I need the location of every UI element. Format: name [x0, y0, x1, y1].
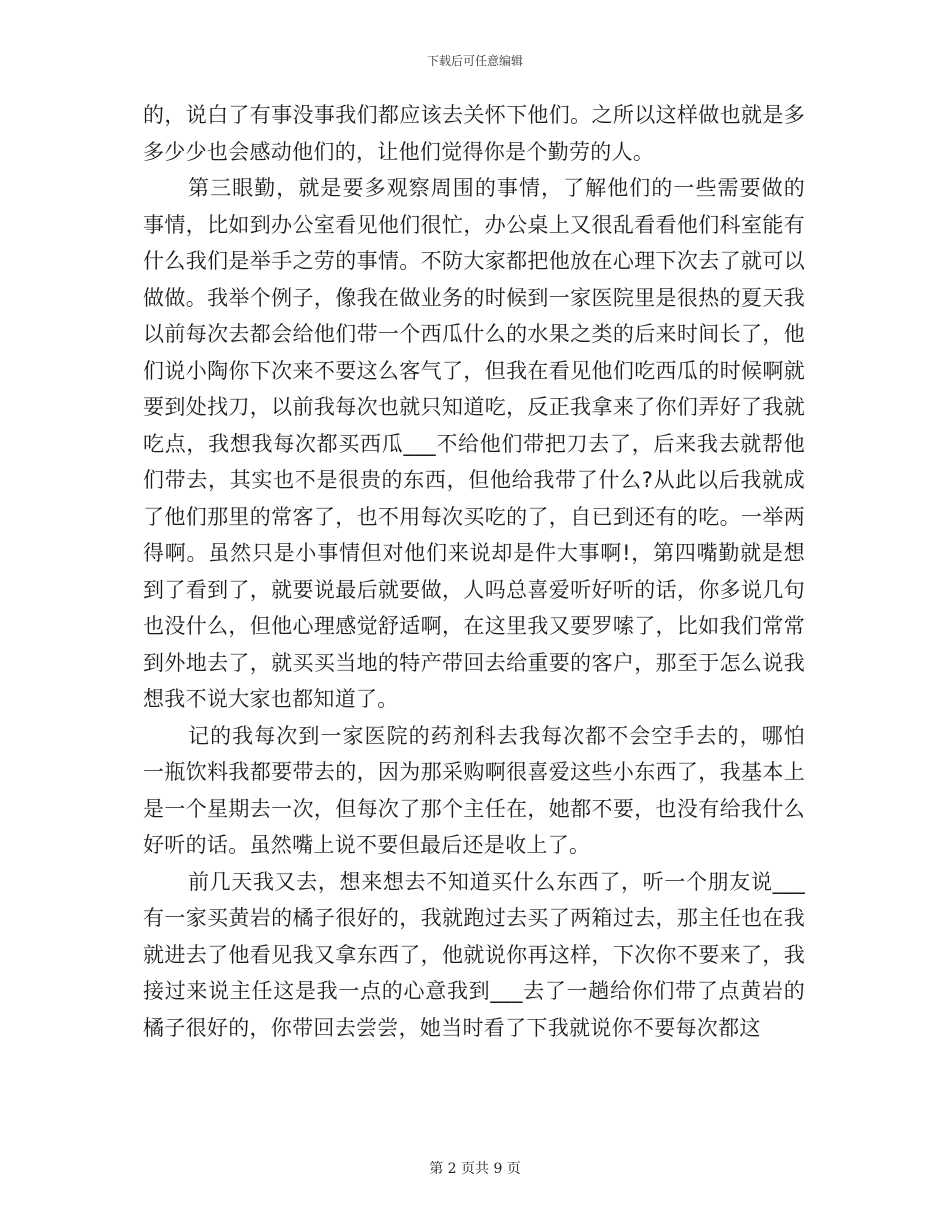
page-footer-number: 第 2 页共 9 页 [429, 1161, 521, 1177]
paragraph-1: 的，说白了有事没事我们都应该去关怀下他们。之所以这样做也就是多多少少也会感动他们的，让他们觉得你是个勤劳的人。 [143, 103, 805, 164]
paragraph-2: 第三眼勤，就是要多观察周围的事情，了解他们的一些需要做的事情，比如到办公室看见他们很忙，办公桌上又很乱看看他们科室能有什么我们是举手之劳的事情。不防大家都把他放在心理下次去了就可以做做。我举个例子，像我在做业务的时候到一家医院里是很热的夏天我以前每次去都会给他们带一个西瓜什么的水果之类的后来时间长了，他们说小陶你下次来不要这么客气了，但我在看见他们吃西瓜的时候啊就要到处找刀，以前我每次也就只知道吃，反正我拿来了你们弄好了我就吃点，我想我每次都买西瓜___不给他们带把刀去了，后来我去就帮他们带去，其实也不是很贵的东西，但他给我带了什么?从此以后我就成了他们那里的常客了，也不用每次买吃的了，自已到还有的吃。一举两得啊。虽然只是小事情但对他们来说却是件大事啊!，第四嘴勤就是想到了看到了，就要说最后就要做，人吗总喜爱听好听的话，你多说几句也没什么，但他心理感觉舒适啊，在这里我又要罗嗦了，比如我们常常到外地去了，就买买当地的特产带回去给重要的客户，那至于怎么说我想我不说大家也都知道了。 [143, 176, 805, 711]
paragraph-3: 记的我每次到一家医院的药剂科去我每次都不会空手去的，哪怕一瓶饮料我都要带去的，因为那采购啊很喜爱这些小东西了，我基本上是一个星期去一次，但每次了那个主任在，她都不要，也没有给我什么好听的话。虽然嘴上说不要但最后还是收上了。 [143, 723, 805, 857]
document-body [143, 97, 805, 1046]
page-header-note: 下载后可任意编辑 [426, 54, 523, 68]
paragraph-4: 前几天我又去，想来想去不知道买什么东西了，听一个朋友说___有一家买黄岩的橘子很好的，我就跑过去买了两箱过去，那主任也在我就进去了他看见我又拿东西了，他就说你再这样，下次你不要来了，我接过来说主任这是我一点的心意我到___去了一趟给你们带了点黄岩的橘子很好的，你带回去尝尝，她当时看了下我就说你不要每次都这 [143, 869, 805, 1040]
